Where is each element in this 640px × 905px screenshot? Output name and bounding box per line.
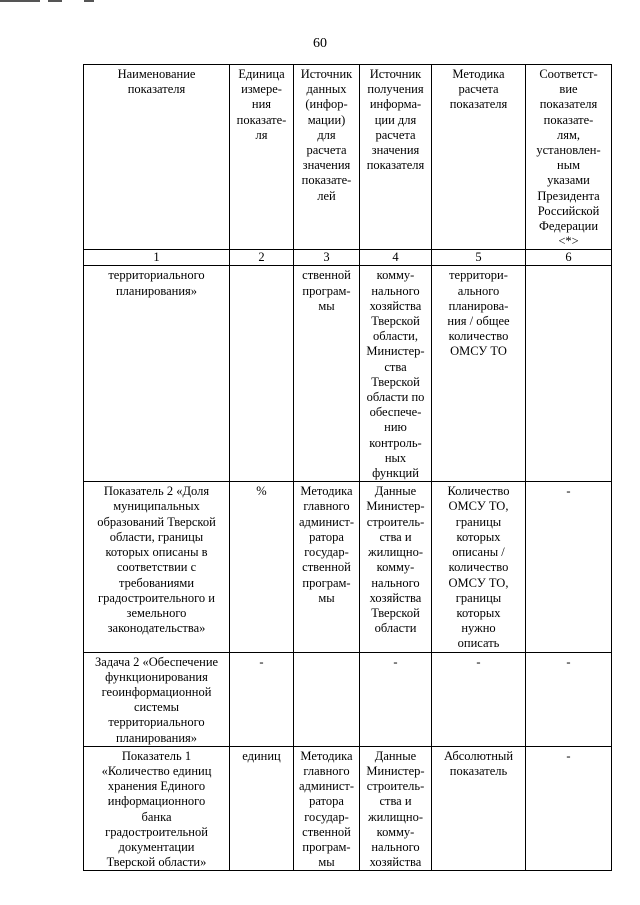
cell-indicator-name: Показатель 1 «Количество единиц хранения Единого информационного банка градостроительной документации Тверской области»: [84, 746, 230, 871]
column-number: 2: [230, 250, 294, 266]
header-presidential-decrees: Соответст- вие показателя показате- лям, установлен- ным указами Президента Российской Федерации <*>: [526, 65, 612, 250]
cell-indicator-name: Показатель 2 «Доля муниципальных образований Тверской области, границы которых описаны в соответствии с требованиями градостроительного и земельного законодательства»: [84, 482, 230, 652]
cell-info-source: комму- нального хозяйства Тверской области, Министер- ства Тверской области по обеспече- нию контроль- ных функций: [360, 266, 432, 482]
cell-presidential-decrees: [526, 266, 612, 482]
cell-data-source: Методика главного админист- ратора государ- ственной програм- мы: [294, 482, 360, 652]
table-row: [84, 266, 612, 482]
cell-method: Количество ОМСУ ТО, границы которых описаны / количество ОМСУ ТО, границы которых нужно описать: [432, 482, 526, 652]
column-number: 6: [526, 250, 612, 266]
cell-indicator-name: территориального планирования»: [84, 266, 230, 482]
cell-unit: единиц: [230, 746, 294, 871]
column-number: 5: [432, 250, 526, 266]
column-number: 4: [360, 250, 432, 266]
column-number: 1: [84, 250, 230, 266]
cell-presidential-decrees: -: [526, 746, 612, 871]
cell-data-source: [294, 652, 360, 746]
indicators-table: [83, 64, 612, 871]
header-unit: Единица измере- ния показате- ля: [230, 65, 294, 250]
cell-unit: [230, 266, 294, 482]
table-row: [84, 746, 612, 871]
cell-info-source: -: [360, 652, 432, 746]
header-info-source: Источник получения информа- ции для расчета значения показателя: [360, 65, 432, 250]
cell-method: Абсолютный показатель: [432, 746, 526, 871]
cell-method: -: [432, 652, 526, 746]
cell-indicator-name: Задача 2 «Обеспечение функционирования геоинформационной системы территориального планирования»: [84, 652, 230, 746]
cell-info-source: Данные Министер- строитель- ства и жилищно- комму- нального хозяйства: [360, 746, 432, 871]
header-indicator-name: Наименование показателя: [84, 65, 230, 250]
cell-unit: %: [230, 482, 294, 652]
header-data-source: Источник данных (инфор- мации) для расчета значения показате- лей: [294, 65, 360, 250]
page-number: 60: [313, 36, 327, 51]
cell-method: территори- ального планирова- ния / общее количество ОМСУ ТО: [432, 266, 526, 482]
cell-unit: -: [230, 652, 294, 746]
cell-presidential-decrees: -: [526, 652, 612, 746]
cell-data-source: Методика главного админист- ратора государ- ственной програм- мы: [294, 746, 360, 871]
table-row: [84, 482, 612, 652]
cell-presidential-decrees: -: [526, 482, 612, 652]
cell-data-source: ственной програм- мы: [294, 266, 360, 482]
column-number: 3: [294, 250, 360, 266]
table-header-row: [84, 65, 612, 250]
cell-info-source: Данные Министер- строитель- ства и жилищно- комму- нального хозяйства Тверской области: [360, 482, 432, 652]
column-number-row: [84, 250, 612, 266]
header-method: Методика расчета показателя: [432, 65, 526, 250]
table-row: [84, 652, 612, 746]
